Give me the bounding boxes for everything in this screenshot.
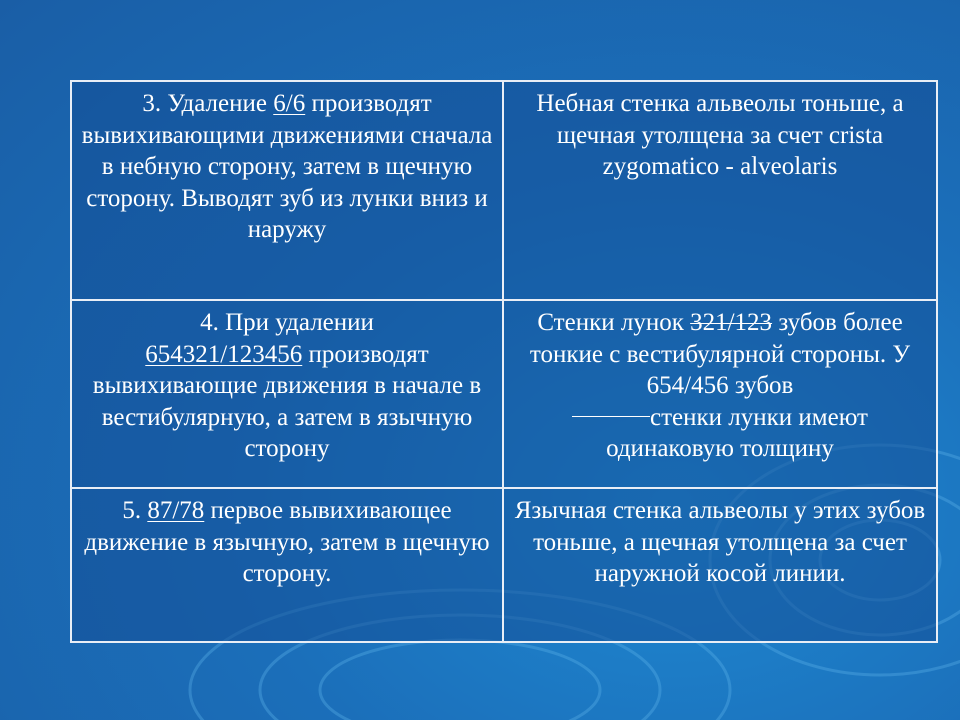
cell-text: одинаковую толщину [606,435,834,462]
cell-text: 5. [122,497,148,524]
table-row [71,81,937,300]
cell-text: зубов более тонкие с вестибулярной стороны. У 654/456 зубов [529,309,911,399]
tooth-formula: 321/123 [690,309,773,336]
table-cell-right [503,300,937,488]
tooth-formula: 6/6 [273,90,306,117]
cell-text: первое вывихивающее движение в язычную, затем в щечную сторону. [84,497,490,587]
cell-text: производят вывихивающими движениями сначала в небную сторону, затем в щечную сторону. Выводят зуб из лунки вниз и наружу [81,90,493,243]
table-row [71,488,937,642]
table-cell-left [71,488,503,642]
table-cell-right [503,81,937,300]
table-cell-left [71,81,503,300]
cell-text: Небная стенка альвеолы тоньше, а щечная утолщена за счет crista zygomatico - alveolaris [536,90,904,180]
tooth-formula: 87/78 [147,497,205,524]
cell-text: 3. Удаление [142,90,274,117]
comparison-table [70,80,938,643]
table-cell-left [71,300,503,488]
cell-text: Стенки лунок [537,309,691,336]
underline-mark [572,416,650,417]
table-cell-right [503,488,937,642]
tooth-formula: 654321/123456 [145,340,303,368]
table-row [71,300,937,488]
cell-text: 4. При удалении [200,309,374,336]
cell-text: стенки лунки имеют [650,403,868,431]
cell-text: производят вывихивающие движения в начале в вестибулярную, а затем в язычную сторону [92,340,482,462]
cell-text: Язычная стенка альвеолы у этих зубов тоньше, а щечная утолщена за счет наружной косой линии. [514,497,926,587]
